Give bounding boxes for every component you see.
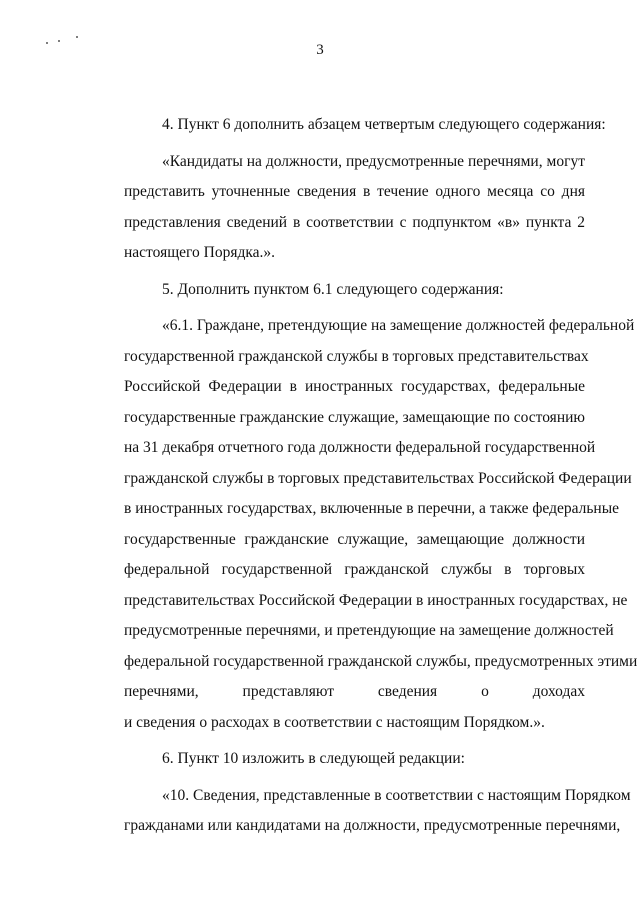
page-number: 3	[316, 42, 324, 58]
text-line: 5. Дополнить пунктом 6.1 следующего содержания:	[162, 280, 504, 298]
paragraph-10	[86, 781, 631, 842]
text-line: федеральной государственной гражданской службы в торговых	[124, 561, 585, 578]
text-line: государственные гражданские служащие, замещающие должности	[124, 530, 585, 548]
text-line: и сведения о расходах в соответствии с настоящим Порядком.».	[124, 713, 545, 731]
text-line: «10. Сведения, представленные в соответствии с настоящим Порядком	[162, 786, 631, 804]
text-line: перечнями, представляют сведения о доходах	[124, 683, 585, 700]
text-line: 6. Пункт 10 изложить в следующей редакции:	[162, 750, 465, 767]
text-line: в иностранных государствах, включенные в перечни, а также федеральные	[124, 500, 620, 517]
text-line: «Кандидаты на должности, предусмотренные перечнями, могут	[162, 152, 585, 170]
paragraph-item-5	[86, 275, 585, 306]
text-line: на 31 декабря отчетного года должности федеральной государственной	[124, 439, 596, 456]
text-line: гражданской службы в торговых представительствах Российской Федерации	[124, 469, 632, 487]
paragraph-item-6	[86, 744, 585, 775]
text-line: федеральной государственной гражданской службы, предусмотренных этими	[124, 652, 638, 670]
text-line: государственные гражданские служащие, замещающие по состоянию	[124, 408, 585, 426]
paragraph-item-4	[86, 110, 606, 141]
paragraph-6-1	[86, 311, 638, 738]
text-line: предусмотренные перечнями, и претендующие на замещение должностей	[124, 622, 614, 639]
text-line: гражданами или кандидатами на должности, предусмотренные перечнями,	[124, 817, 621, 834]
text-line: «6.1. Граждане, претендующие на замещение должностей федеральной	[162, 317, 635, 334]
text-line: представления сведений в соответствии с подпунктом «в» пункта 2	[124, 213, 585, 231]
text-line: 4. Пункт 6 дополнить абзацем четвертым следующего содержания:	[162, 116, 606, 133]
document-body	[86, 110, 638, 848]
text-line: Российской Федерации в иностранных государствах, федеральные	[124, 378, 585, 395]
text-line: настоящего Порядка.».	[124, 244, 276, 261]
paragraph-candidates	[86, 147, 585, 269]
text-line: государственной гражданской службы в торговых представительствах	[124, 347, 589, 365]
scan-speck	[76, 36, 78, 38]
text-line: представительствах Российской Федерации в иностранных государствах, не	[124, 591, 628, 609]
text-line: представить уточненные сведения в течение одного месяца со дня	[124, 183, 585, 200]
